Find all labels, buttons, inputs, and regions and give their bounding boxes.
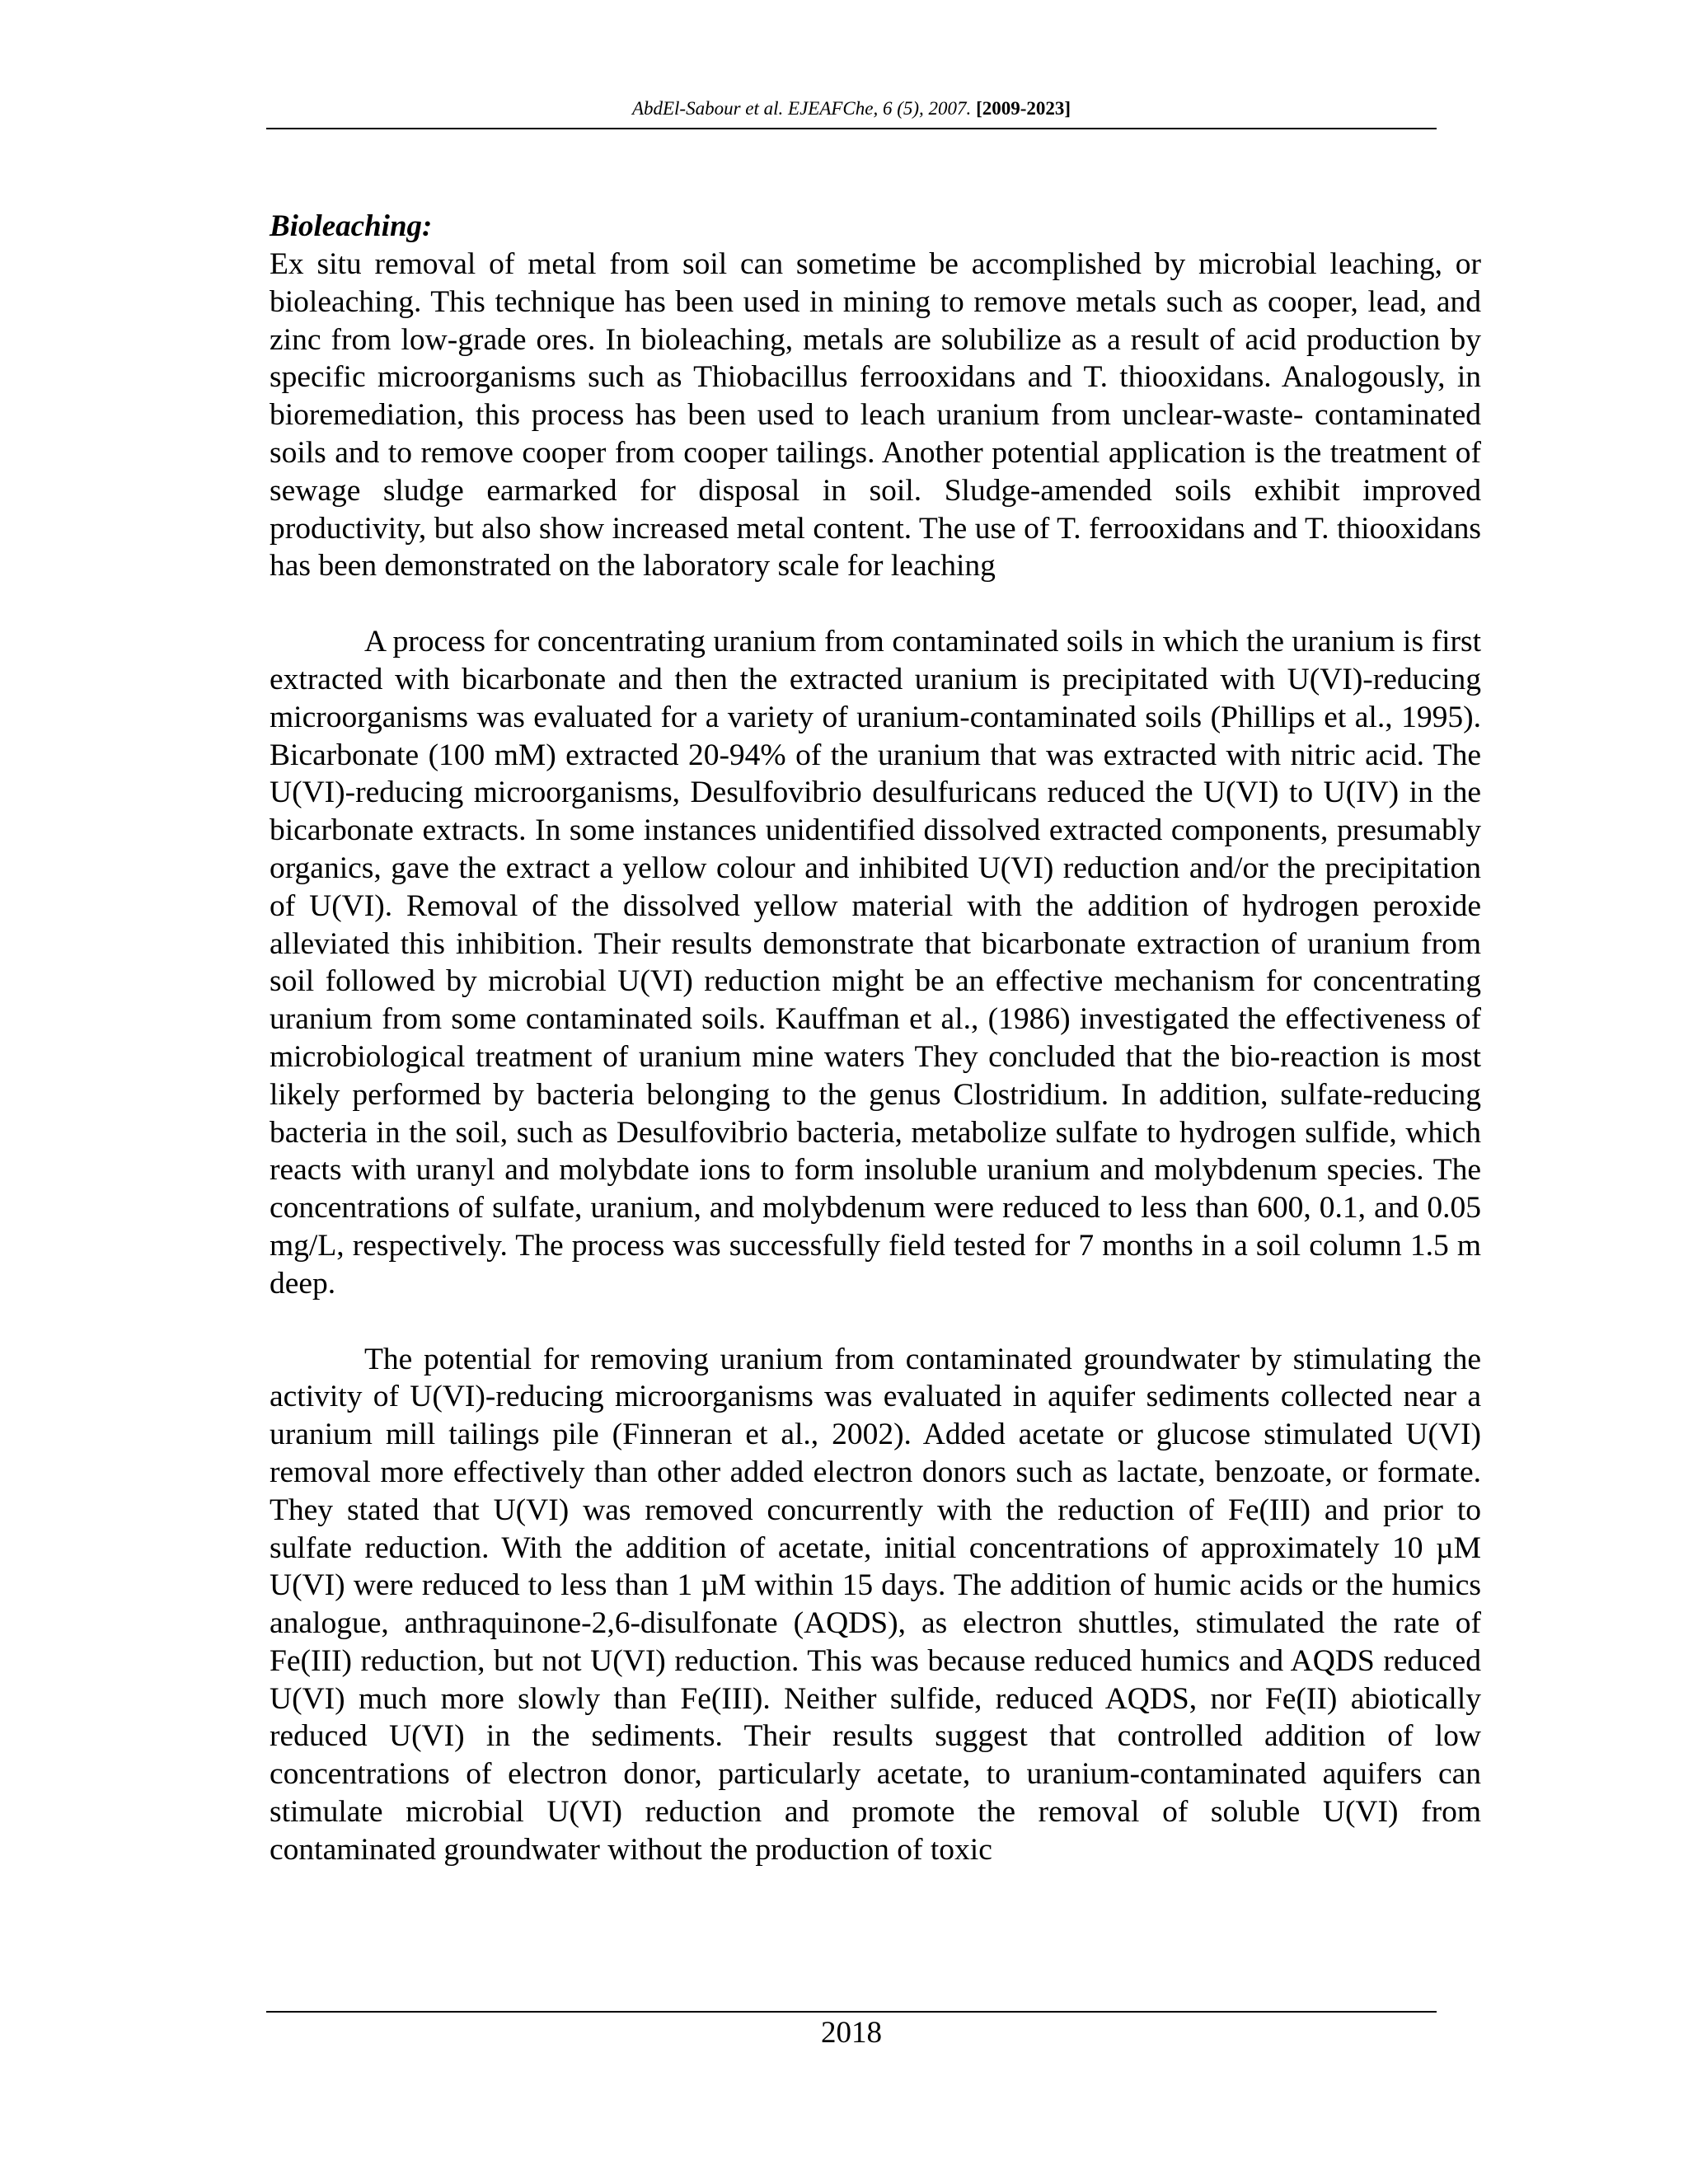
body-text xyxy=(270,208,1481,1869)
running-header xyxy=(266,97,1437,120)
paragraph-spacer xyxy=(270,1303,1481,1341)
header-divider xyxy=(266,128,1437,129)
page-range: [2009-2023] xyxy=(976,98,1071,119)
footer-divider xyxy=(266,2011,1437,2013)
section-heading: Bioleaching: xyxy=(270,209,433,243)
paragraph-spacer xyxy=(270,585,1481,623)
paragraph-bioleaching-intro: Ex situ removal of metal from soil can sometime be accomplished by microbial leaching, or bioleaching. This technique has been used in mining to remove metals such as cooper, lead, and zinc from low-grade ores. In bioleaching, metals are solubilize as a result of acid production by specific microorganisms such as Thiobacillus ferrooxidans and T. thiooxidans. Analogously, in bioremediation, this process has been used to leach uranium from unclear-waste- contaminated soils and to remove cooper from cooper tailings. Another potential application is the treatment of sewage sludge earmarked for disposal in soil. Sludge-amended soils exhibit improved productivity, but also show increased metal content. The use of T. ferrooxidans and T. thiooxidans has been demonstrated on the laboratory scale for leaching xyxy=(270,247,1481,583)
paragraph-groundwater-removal: The potential for removing uranium from contaminated groundwater by stimulating the activity of U(VI)-reducing microorganisms was evaluated in aquifer sediments collected near a uranium mill tailings pile (Finneran et al., 2002). Added acetate or glucose stimulated U(VI) removal more effectively than other added electron donors such as lactate, benzoate, or formate. They stated that U(VI) was removed concurrently with the reduction of Fe(III) and prior to sulfate reduction. With the addition of acetate, initial concentrations of approximately 10 µM U(VI) were reduced to less than 1 µM within 15 days. The addition of humic acids or the humics analogue, anthraquinone-2,6-disulfonate (AQDS), as electron shuttles, stimulated the rate of Fe(III) reduction, but not U(VI) reduction. This was because reduced humics and AQDS reduced U(VI) much more slowly than Fe(III). Neither sulfide, reduced AQDS, nor Fe(II) abiotically reduced U(VI) in the sediments. Their results suggest that controlled addition of low concentrations of electron donor, particularly acetate, to uranium-contaminated aquifers can stimulate microbial U(VI) reduction and promote the removal of soluble U(VI) from contaminated groundwater without the production of toxic xyxy=(270,1342,1481,1867)
page-number: 2018 xyxy=(821,2016,882,2050)
journal-citation: AbdEl-Sabour et al. EJEAFChe, 6 (5), 2007. xyxy=(631,98,972,119)
paragraph-uranium-concentration: A process for concentrating uranium from contaminated soils in which the uranium is first extracted with bicarbonate and then the extracted uranium is precipitated with U(VI)-reducing microorganisms was evaluated for a variety of uranium-contaminated soils (Phillips et al., 1995). Bicarbonate (100 mM) extracted 20-94% of the uranium that was extracted with nitric acid. The U(VI)-reducing microorganisms, Desulfovibrio desulfuricans reduced the U(VI) to U(IV) in the bicarbonate extracts. In some instances unidentified dissolved extracted components, presumably organics, gave the extract a yellow colour and inhibited U(VI) reduction and/or the precipitation of U(VI). Removal of the dissolved yellow material with the addition of hydrogen peroxide alleviated this inhibition. Their results demonstrate that bicarbonate extraction of uranium from soil followed by microbial U(VI) reduction might be an effective mechanism for concentrating uranium from some contaminated soils. Kauffman et al., (1986) investigated the effectiveness of microbiological treatment of uranium mine waters They concluded that the bio-reaction is most likely performed by bacteria belonging to the genus Clostridium. In addition, sulfate-reducing bacteria in the soil, such as Desulfovibrio bacteria, metabolize sulfate to hydrogen sulfide, which reacts with uranyl and molybdate ions to form insoluble uranium and molybdenum species. The concentrations of sulfate, uranium, and molybdenum were reduced to less than 600, 0.1, and 0.05 mg/L, respectively. The process was successfully field tested for 7 months in a soil column 1.5 m deep. xyxy=(270,625,1481,1301)
